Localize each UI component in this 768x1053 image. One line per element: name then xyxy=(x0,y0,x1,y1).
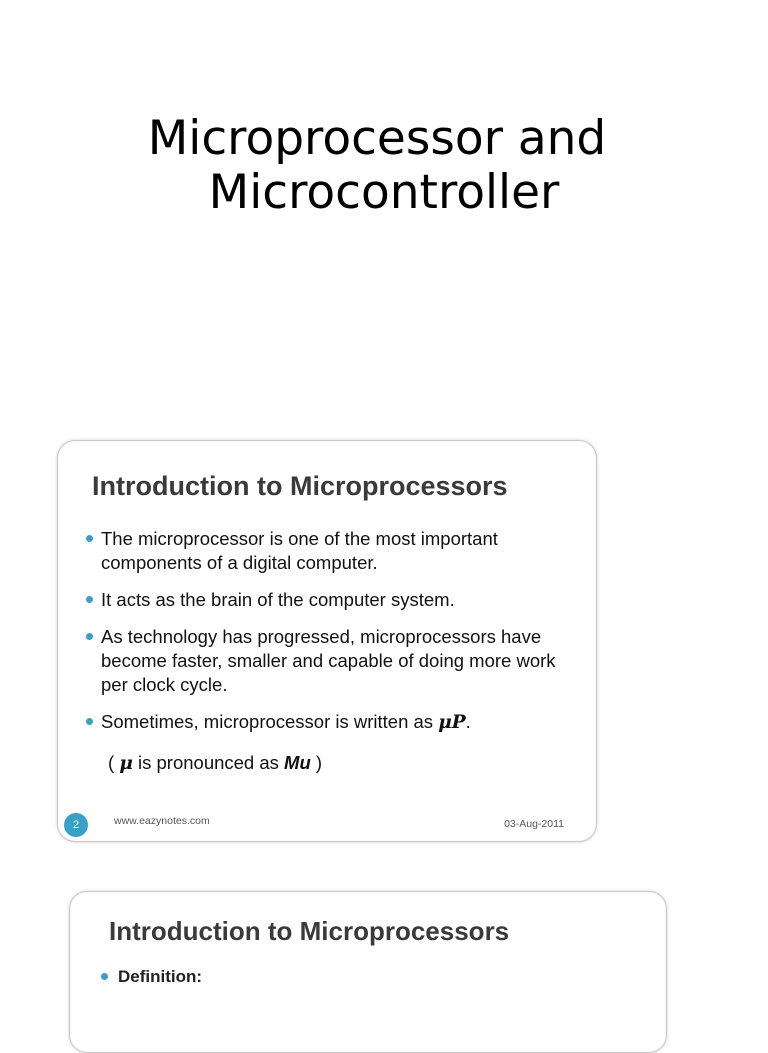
document-title-line-1: Microprocessor and xyxy=(147,111,607,166)
pron-close: ) xyxy=(310,752,323,773)
slide-heading: Introduction to Microprocessors xyxy=(92,471,508,501)
slide-thumbnail-3 xyxy=(69,891,667,1053)
footer-url: www.eazynotes.com xyxy=(114,815,210,827)
bullet-text-prefix: Sometimes, microprocessor is written as xyxy=(101,711,439,732)
bullet-text: As technology has progressed, microprocessors have become faster, smaller and capable of doing more work per clock cycle. xyxy=(101,626,556,695)
pron-word: Mu xyxy=(284,752,311,773)
bullet-list xyxy=(84,527,574,748)
bullet-text: It acts as the brain of the computer system. xyxy=(101,589,455,610)
slide-number-badge: 2 xyxy=(64,813,88,837)
bullet-text-suffix: . xyxy=(465,711,471,732)
bullet-dot-icon xyxy=(86,633,93,640)
bullet-text: Definition: xyxy=(118,967,203,986)
pron-open: ( xyxy=(108,752,120,773)
slide-heading: Introduction to Microprocessors xyxy=(109,916,510,946)
pronunciation-note xyxy=(108,752,322,774)
bullet-dot-icon xyxy=(101,973,108,980)
bullet-dot-icon xyxy=(86,535,93,542)
mu-symbol: μ xyxy=(119,753,133,774)
footer-date: 03-Aug-2011 xyxy=(504,818,564,830)
list-item xyxy=(84,710,574,735)
document-title xyxy=(0,112,768,220)
list-item xyxy=(84,588,574,612)
list-item xyxy=(84,527,574,575)
list-item xyxy=(100,967,202,987)
list-item xyxy=(84,625,574,697)
bullet-dot-icon xyxy=(86,596,93,603)
pron-middle: is pronounced as xyxy=(132,752,285,773)
bullet-dot-icon xyxy=(86,718,93,725)
mu-p-symbol: μP xyxy=(438,712,466,733)
bullet-text: The microprocessor is one of the most important components of a digital computer. xyxy=(101,528,498,573)
document-title-line-2: Microcontroller xyxy=(208,165,560,220)
slide-thumbnail-2 xyxy=(57,440,597,842)
